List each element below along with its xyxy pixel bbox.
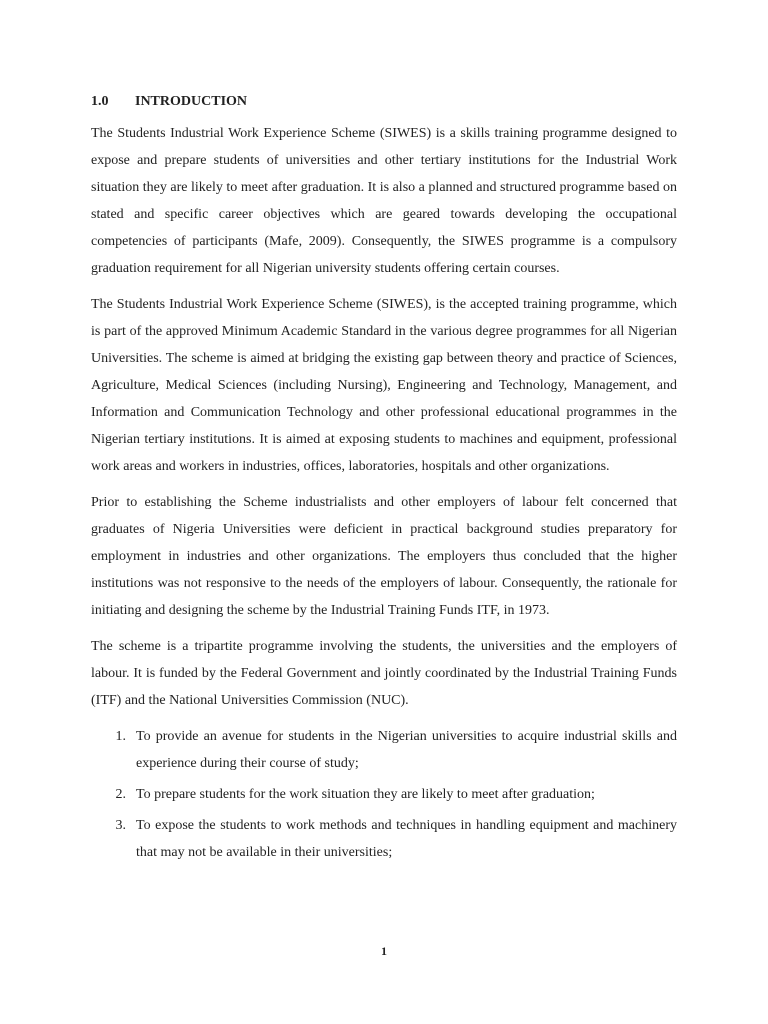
list-item [91, 781, 677, 808]
list-item-text: To expose the students to work methods and techniques in handling equipment and machinery that may not be available in their universities; [136, 818, 677, 860]
objectives-list [91, 723, 677, 866]
paragraph: The scheme is a tripartite programme involving the students, the universities and the employers of labour. It is funded by the Federal Government and jointly coordinated by the Industrial Training Funds (ITF) and the National Universities Commission (NUC). [91, 639, 677, 708]
paragraph: Prior to establishing the Scheme industrialists and other employers of labour felt concerned that graduates of Nigeria Universities were deficient in practical background studies preparatory for employment in industries and other organizations. The employers thus concluded that the higher institutions was not responsive to the needs of the employers of labour. Consequently, the rationale for initiating and designing the scheme by the Industrial Training Funds ITF, in 1973. [91, 495, 677, 618]
list-marker: 2. [115, 787, 126, 802]
section-title: INTRODUCTION [135, 94, 248, 109]
list-item [91, 812, 677, 866]
paragraph: The Students Industrial Work Experience Scheme (SIWES), is the accepted training programme, which is part of the approved Minimum Academic Standard in the various degree programmes for all Nigerian Universities. The scheme is aimed at bridging the existing gap between theory and practice of Sciences, Agriculture, Medical Sciences (including Nursing), Engineering and Technology, Management, and Information and Communication Technology and other professional educational programmes in the Nigerian tertiary institutions. It is aimed at exposing students to machines and equipment, professional work areas and workers in industries, offices, laboratories, hospitals and other organizations. [91, 297, 677, 474]
list-marker: 3. [115, 818, 126, 833]
list-marker: 1. [115, 729, 126, 744]
section-number: 1.0 [91, 94, 109, 109]
list-item-text: To prepare students for the work situation they are likely to meet after graduation; [136, 787, 595, 802]
section-heading [91, 92, 677, 112]
list-item-text: To provide an avenue for students in the Nigerian universities to acquire industrial skills and experience during their course of study; [136, 729, 677, 771]
page-number: 1 [381, 944, 387, 958]
list-item [91, 723, 677, 777]
paragraph: The Students Industrial Work Experience Scheme (SIWES) is a skills training programme designed to expose and prepare students of universities and other tertiary institutions for the Industrial Work situation they are likely to meet after graduation. It is also a planned and structured programme based on stated and specific career objectives which are geared towards developing the occupational competencies of participants (Mafe, 2009). Consequently, the SIWES programme is a compulsory graduation requirement for all Nigerian university students offering certain courses. [91, 126, 677, 276]
